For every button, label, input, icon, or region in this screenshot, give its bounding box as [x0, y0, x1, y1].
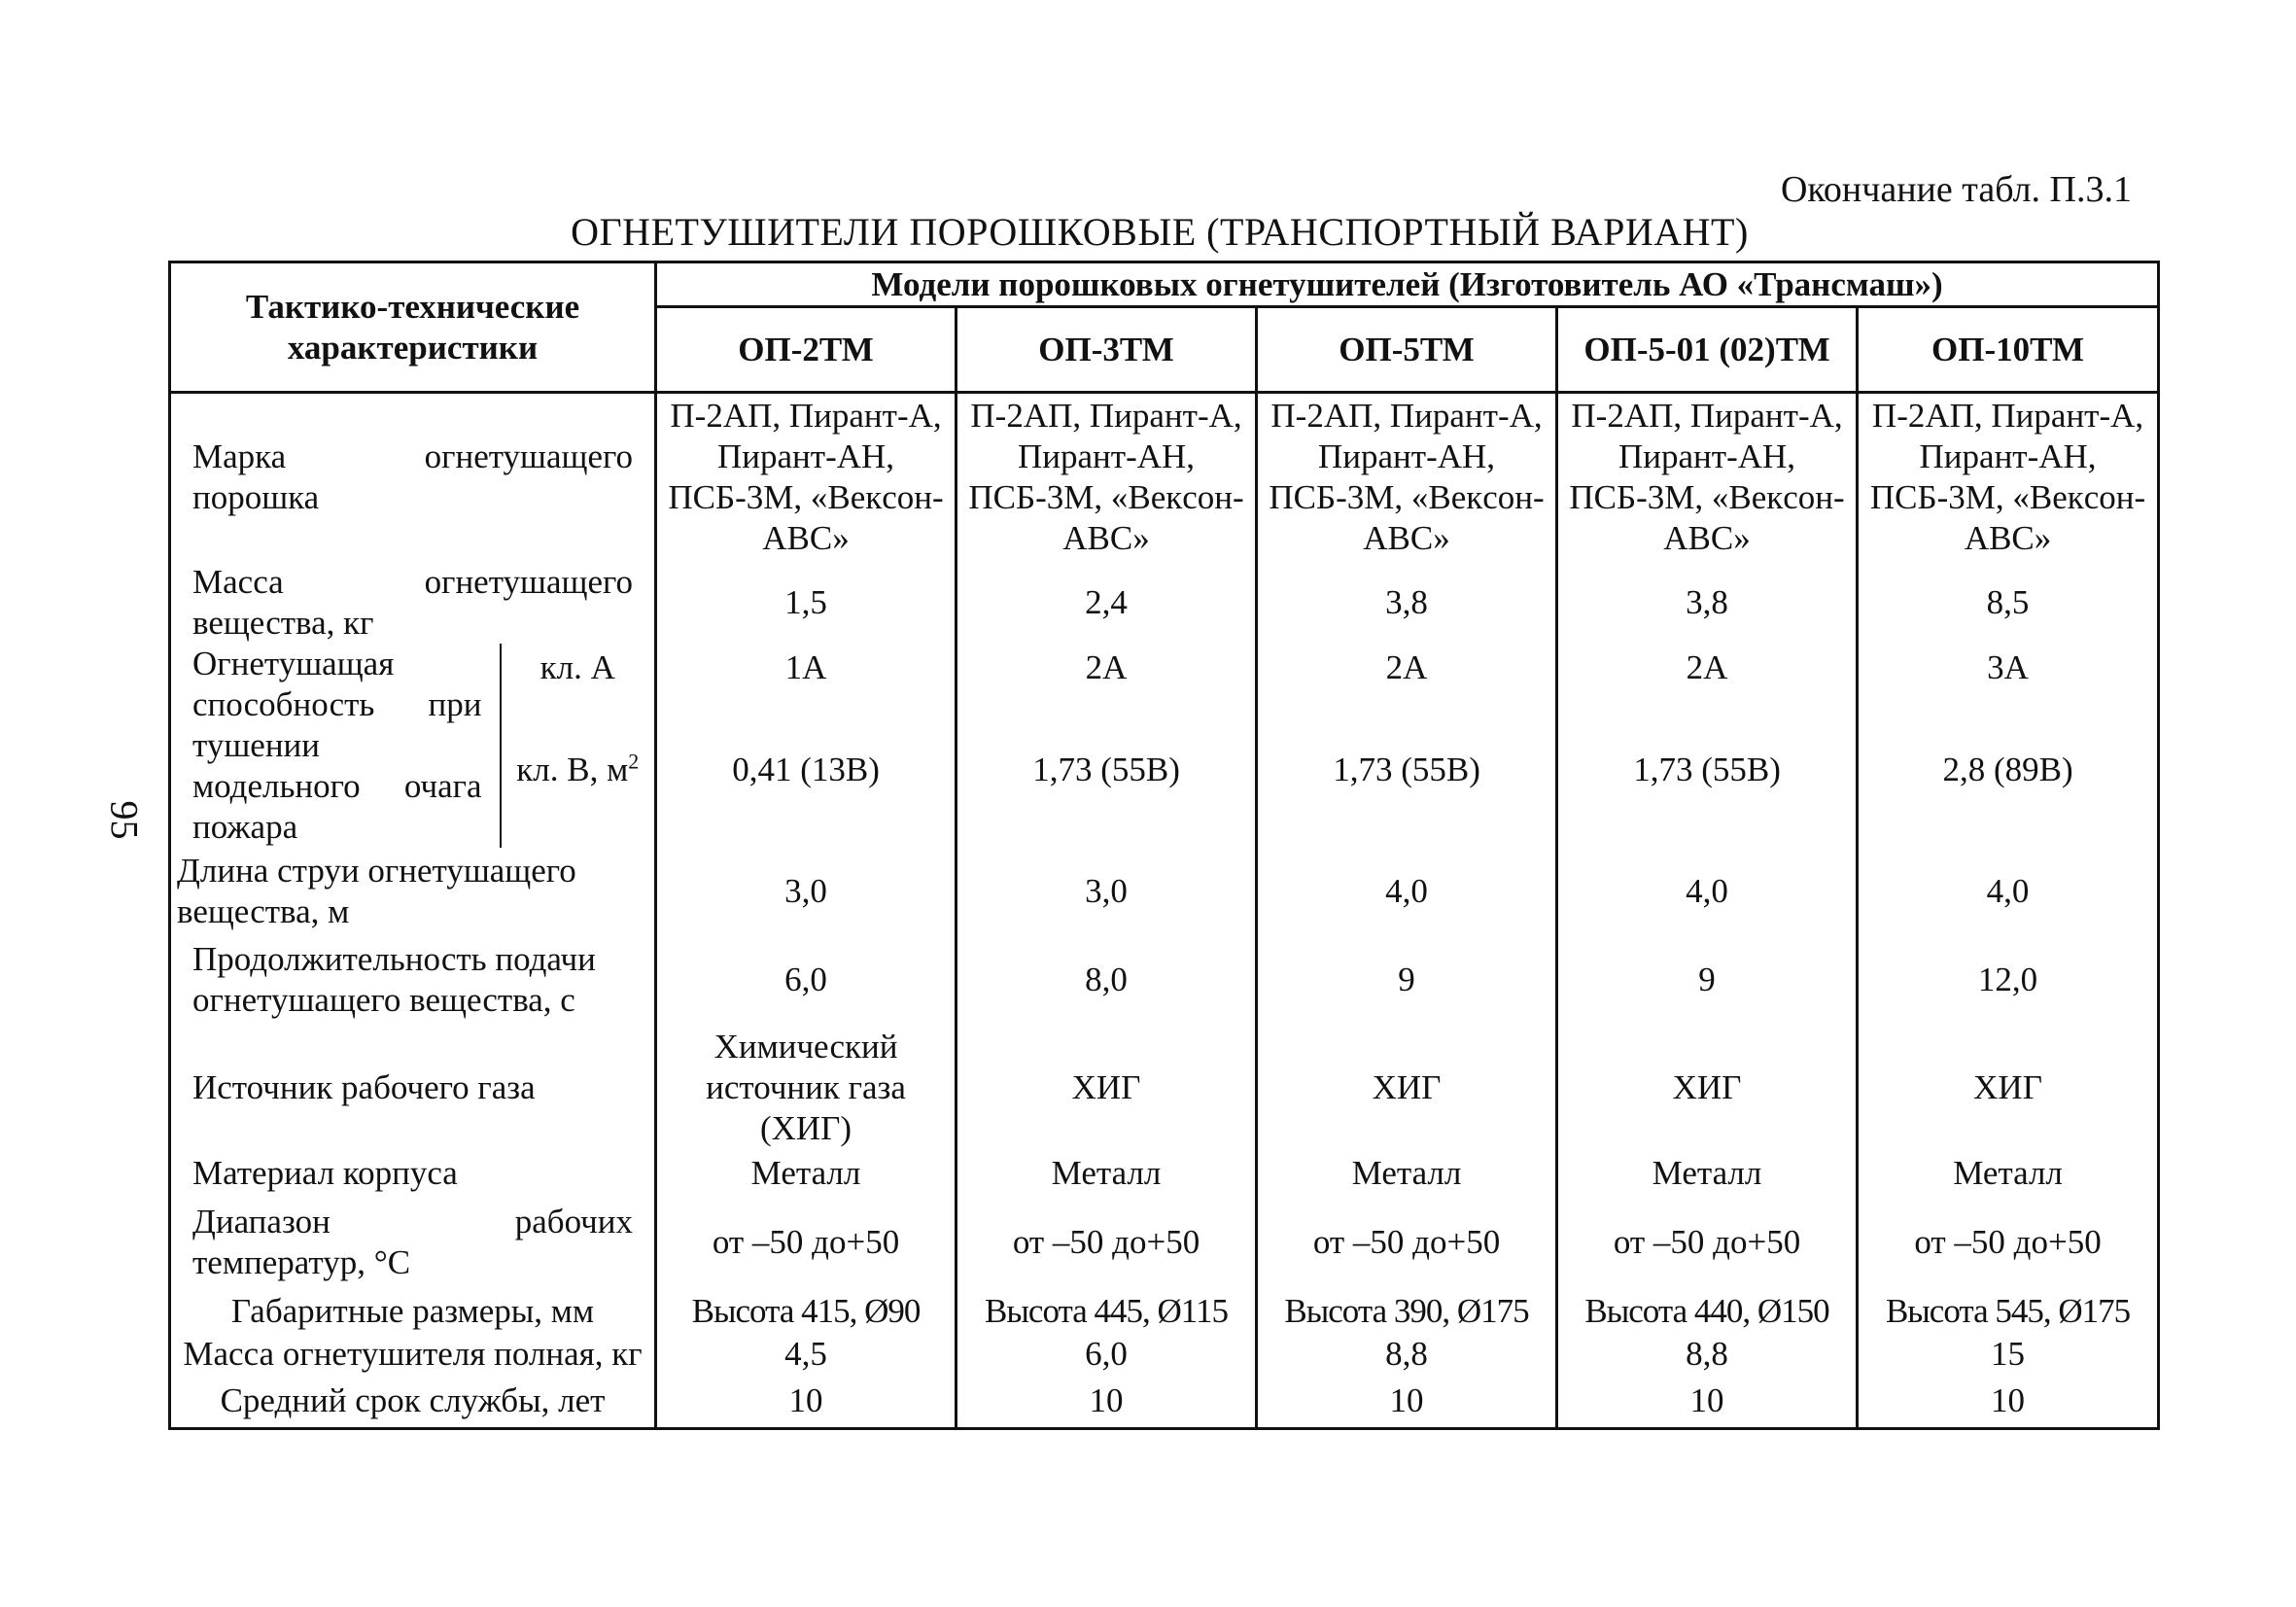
class-b-text: кл. В, м — [516, 751, 629, 789]
table-cell: Высота 390, Ø175 — [1257, 1289, 1557, 1334]
table-row — [170, 1196, 2159, 1289]
row-label: Марка огнетушащего порошка — [170, 393, 656, 562]
table-row — [170, 1025, 2159, 1151]
row-label: Масса огнетушителя полная, кг — [170, 1334, 656, 1375]
table-cell: 15 — [1858, 1334, 2159, 1375]
model-header: ОП-10ТМ — [1858, 307, 2159, 393]
table-cell: 9 — [1557, 935, 1858, 1025]
table-row — [170, 1334, 2159, 1375]
table-cell: 10 — [1858, 1375, 2159, 1429]
table-cell: 4,0 — [1858, 848, 2159, 935]
extinguisher-table — [168, 261, 2160, 1430]
table-cell: 4,0 — [1557, 848, 1858, 935]
table-cell: 1,73 (55В) — [1257, 693, 1557, 847]
models-group-header: Модели порошковых огнетушителей (Изготовитель АО «Трансмаш») — [656, 262, 2159, 307]
row-label: Габаритные размеры, мм — [170, 1289, 656, 1334]
table-cell: 2,4 — [957, 562, 1257, 644]
table-cell: Металл — [1557, 1151, 1858, 1196]
table-cell: 2А — [1557, 644, 1858, 694]
table-cell: ХИГ — [1557, 1025, 1858, 1151]
table-cell: 1А — [656, 644, 957, 694]
table-cell: 10 — [656, 1375, 957, 1429]
table-cell: 10 — [1257, 1375, 1557, 1429]
table-cell: 2А — [1257, 644, 1557, 694]
table-row — [170, 562, 2159, 644]
row-label: Огнетушащая способность при тушении модельного очага пожара — [170, 644, 501, 848]
table-cell: 8,0 — [957, 935, 1257, 1025]
table-cell: 2А — [957, 644, 1257, 694]
table-cell: Высота 415, Ø90 — [656, 1289, 957, 1334]
table-cell: 1,5 — [656, 562, 957, 644]
class-b-label — [501, 693, 656, 847]
table-cell: 0,41 (13В) — [656, 693, 957, 847]
page-title: ОГНЕТУШИТЕЛИ ПОРОШКОВЫЕ (ТРАНСПОРТНЫЙ ВАРИАНТ) — [571, 210, 1749, 254]
row-label: Источник рабочего газа — [170, 1025, 656, 1151]
table-row — [170, 644, 2159, 694]
table-cell: 3,0 — [656, 848, 957, 935]
table-cell: 6,0 — [957, 1334, 1257, 1375]
row-label: Масса огнетушащего вещества, кг — [170, 562, 656, 644]
table-cell: П-2АП, Пирант-А, Пирант-АН, ПСБ-3М, «Векcон-АВС» — [656, 393, 957, 562]
table-cell: 10 — [957, 1375, 1257, 1429]
table-cell: 12,0 — [1858, 935, 2159, 1025]
table-cell: ХИГ — [957, 1025, 1257, 1151]
table-cell: 8,8 — [1257, 1334, 1557, 1375]
table-cell: П-2АП, Пирант-А, Пирант-АН, ПСБ-3М, «Векcон-АВС» — [1557, 393, 1858, 562]
table-cell: П-2АП, Пирант-А, Пирант-АН, ПСБ-3М, «Векcон-АВС» — [1858, 393, 2159, 562]
table-cell: 9 — [1257, 935, 1557, 1025]
table-cell: П-2АП, Пирант-А, Пирант-АН, ПСБ-3М, «Векcон-АВС» — [957, 393, 1257, 562]
page-number: 95 — [102, 800, 147, 840]
table-cell: 3,8 — [1557, 562, 1858, 644]
table-cell: 4,5 — [656, 1334, 957, 1375]
model-header: ОП-3ТМ — [957, 307, 1257, 393]
table-cell: Высота 545, Ø175 — [1858, 1289, 2159, 1334]
table-cell: Металл — [1858, 1151, 2159, 1196]
table-cell: 1,73 (55В) — [957, 693, 1257, 847]
table-cell: от –50 до+50 — [957, 1196, 1257, 1289]
table-row — [170, 1375, 2159, 1429]
table-continuation-note: Окончание табл. П.3.1 — [1780, 169, 2132, 210]
characteristics-header: Тактико-технические характеристики — [170, 262, 656, 393]
table-cell: от –50 до+50 — [1557, 1196, 1858, 1289]
table-row — [170, 1289, 2159, 1334]
table-cell: Металл — [656, 1151, 957, 1196]
table-cell: 2,8 (89В) — [1858, 693, 2159, 847]
table-cell: Металл — [1257, 1151, 1557, 1196]
model-header: ОП-5-01 (02)ТМ — [1557, 307, 1858, 393]
table-cell: ХИГ — [1858, 1025, 2159, 1151]
table-cell: 6,0 — [656, 935, 957, 1025]
table-cell: от –50 до+50 — [1257, 1196, 1557, 1289]
table-cell: 10 — [1557, 1375, 1858, 1429]
table-row — [170, 935, 2159, 1025]
table-cell: 3,8 — [1257, 562, 1557, 644]
table-cell: 1,73 (55В) — [1557, 693, 1858, 847]
row-label: Продолжительность подачи огнетушащего вещества, с — [170, 935, 656, 1025]
table-cell: 3А — [1858, 644, 2159, 694]
table-cell: 3,0 — [957, 848, 1257, 935]
table-cell: 4,0 — [1257, 848, 1557, 935]
table-cell: 8,8 — [1557, 1334, 1858, 1375]
row-label: Средний срок службы, лет — [170, 1375, 656, 1429]
table-cell: П-2АП, Пирант-А, Пирант-АН, ПСБ-3М, «Векcон-АВС» — [1257, 393, 1557, 562]
table-row — [170, 1151, 2159, 1196]
superscript: 2 — [628, 749, 640, 774]
class-a-label: кл. А — [501, 644, 656, 694]
table-cell: Металл — [957, 1151, 1257, 1196]
model-header: ОП-5ТМ — [1257, 307, 1557, 393]
table-row — [170, 393, 2159, 562]
table-cell: 8,5 — [1858, 562, 2159, 644]
row-label: Диапазон рабочих температур, °С — [170, 1196, 656, 1289]
model-header: ОП-2ТМ — [656, 307, 957, 393]
row-label: Материал корпуса — [170, 1151, 656, 1196]
table-cell: Высота 440, Ø150 — [1557, 1289, 1858, 1334]
table-cell: от –50 до+50 — [656, 1196, 957, 1289]
table-cell: от –50 до+50 — [1858, 1196, 2159, 1289]
table-cell: Химический источник газа (ХИГ) — [656, 1025, 957, 1151]
table-cell: ХИГ — [1257, 1025, 1557, 1151]
row-label: Длина струи огнетушащего вещества, м — [170, 848, 656, 935]
table-row — [170, 848, 2159, 935]
table-cell: Высота 445, Ø115 — [957, 1289, 1257, 1334]
